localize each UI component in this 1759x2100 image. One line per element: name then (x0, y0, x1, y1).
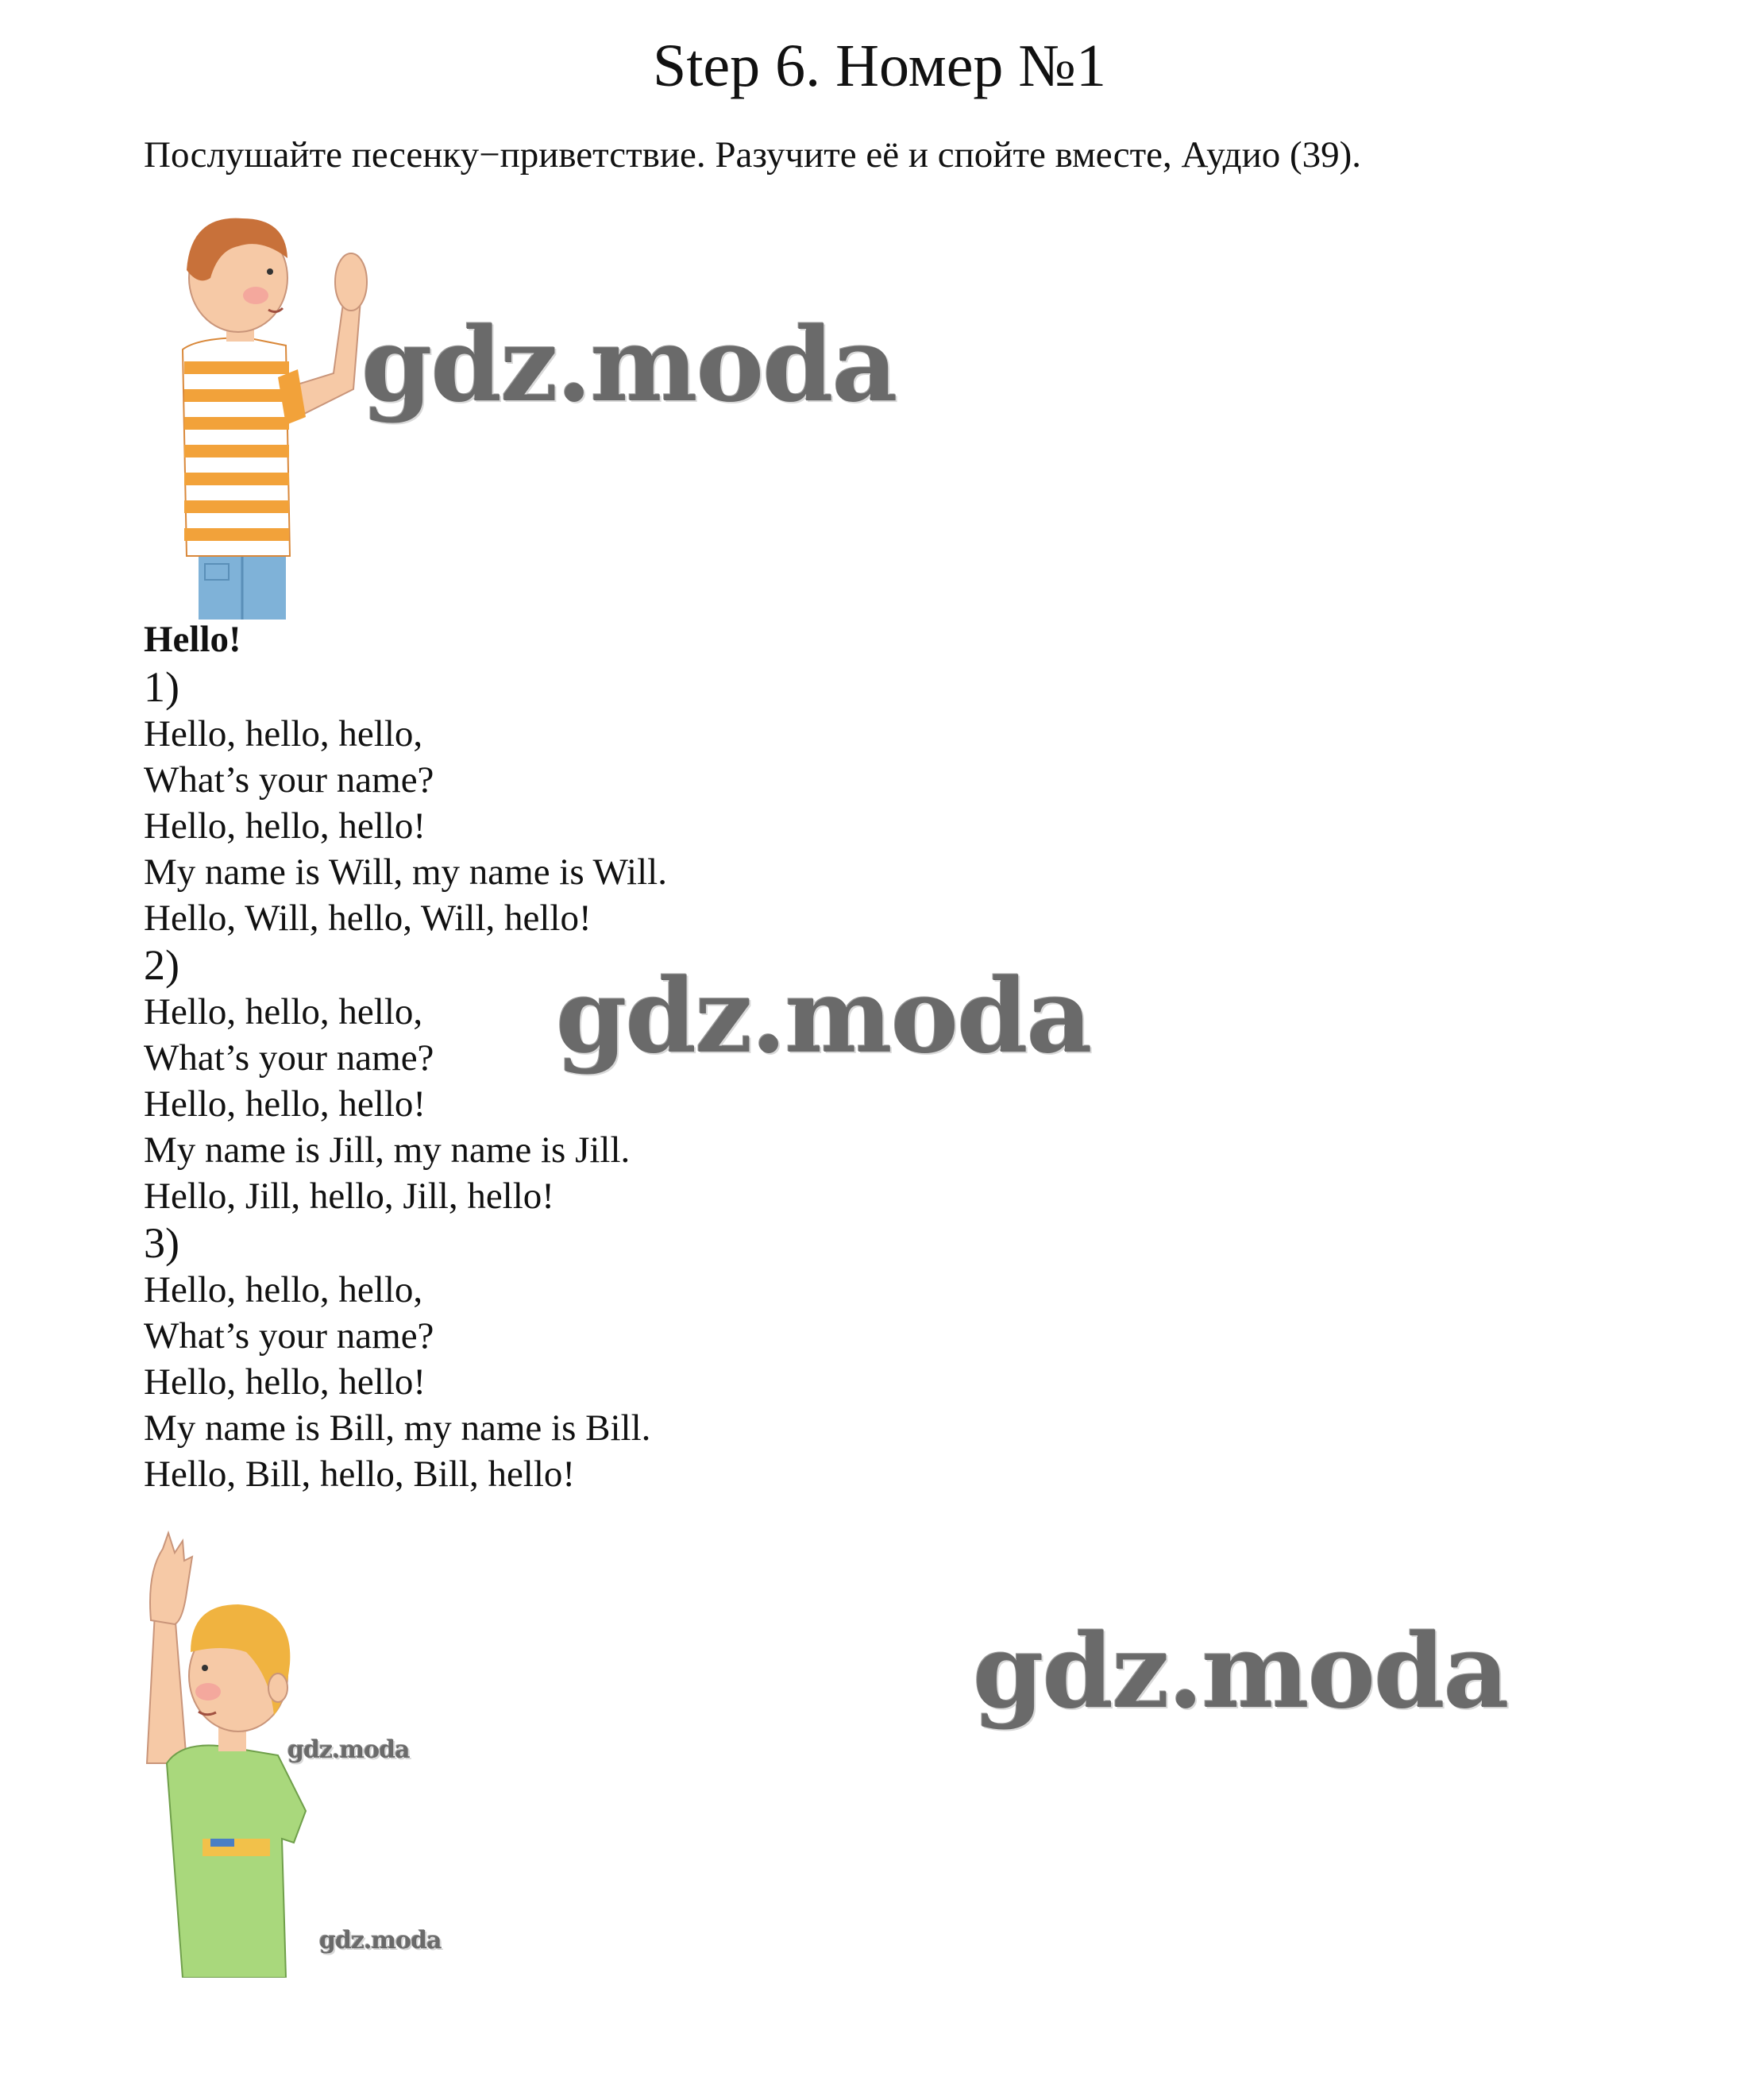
lyric-line: Hello, Jill, hello, Jill, hello! (144, 1175, 554, 1217)
boy-waving-illustration (151, 191, 373, 620)
watermark: gdz.moda (556, 957, 1091, 1076)
watermark: gdz.moda (973, 1612, 1508, 1731)
watermark: gdz.moda (287, 1736, 410, 1764)
lyric-line: What’s your name? (144, 1315, 434, 1357)
lyric-line: My name is Jill, my name is Jill. (144, 1129, 631, 1171)
lyric-line: Hello, hello, hello! (144, 1083, 426, 1125)
lyric-line: Hello, Bill, hello, Bill, hello! (144, 1453, 576, 1495)
verse-number: 2) (144, 941, 179, 989)
instruction-text: Послушайте песенку−приветствие. Разучите её и спойте вместе, Аудио (39). (144, 134, 1362, 176)
verse-number: 1) (144, 663, 179, 711)
lyric-line: What’s your name? (144, 759, 434, 801)
lyric-line: Hello, Will, hello, Will, hello! (144, 898, 592, 939)
watermark: gdz.moda (319, 1927, 442, 1955)
lyric-line: Hello, hello, hello! (144, 805, 426, 847)
lyric-line: Hello, hello, hello, (144, 713, 423, 755)
lyric-line: Hello, hello, hello! (144, 1361, 426, 1403)
song-title: Hello! (144, 619, 241, 660)
verse-number: 3) (144, 1219, 179, 1267)
lyric-line: Hello, hello, hello, (144, 1269, 423, 1311)
lyric-line: My name is Bill, my name is Bill. (144, 1407, 651, 1449)
page-title: Step 6. Номер №1 (653, 33, 1106, 99)
lyric-line: Hello, hello, hello, (144, 991, 423, 1033)
lyric-line: What’s your name? (144, 1037, 434, 1079)
lyric-line: My name is Will, my name is Will. (144, 851, 667, 893)
watermark: gdz.moda (361, 306, 897, 425)
